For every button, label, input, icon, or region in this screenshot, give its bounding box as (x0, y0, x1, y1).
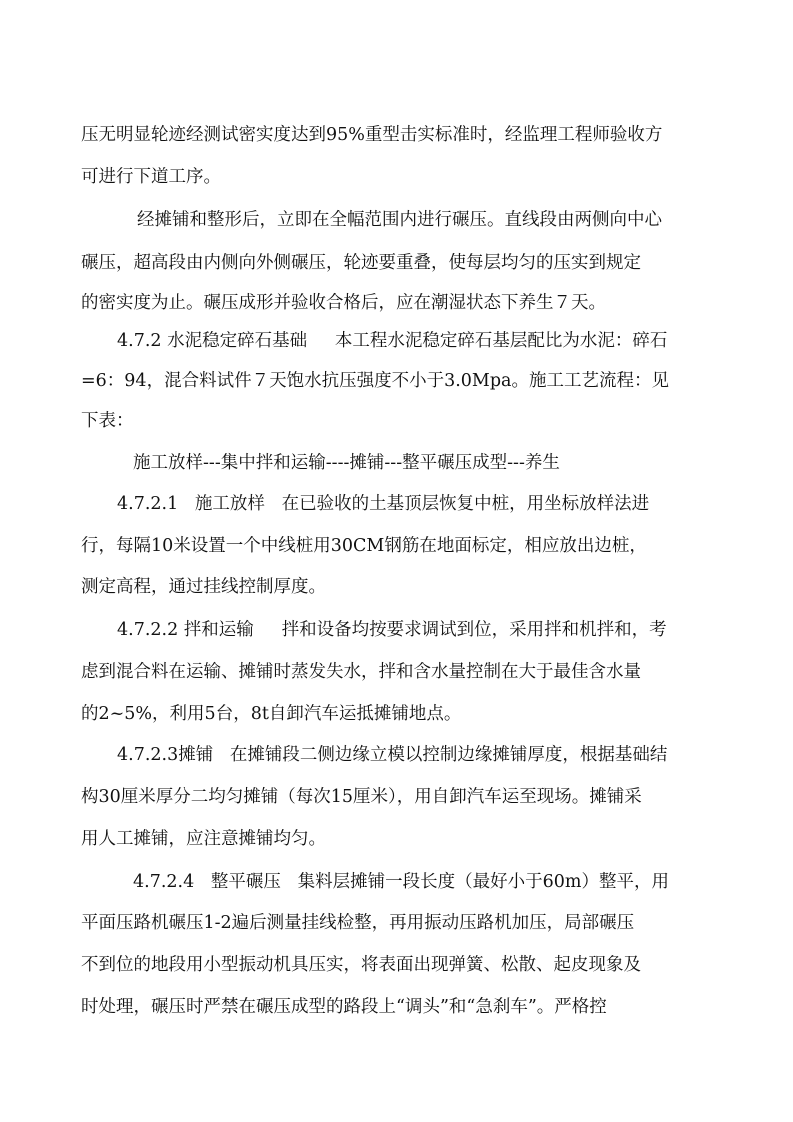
text-line-19: 4.7.2.4 整平碾压 集料层摊铺一段长度（最好小于60m）整平，用 (133, 872, 669, 892)
text-line-8: 下表： (81, 411, 134, 431)
text-line-7: =6：94，混合料试件７天饱水抗压强度不小于3.0Mpa。施工工艺流程：见 (81, 371, 669, 391)
text-line-6: 4.7.2 水泥稳定碎石基础 本工程水泥稳定碎石基层配比为水泥：碎石 (117, 331, 668, 351)
text-line-1: 压无明显轮迹经测试密实度达到95%重型击实标准时，经监理工程师验收方 (81, 125, 663, 145)
text-line-4: 碾压，超高段由内侧向外侧碾压，轮迹要重叠，使每层均匀的压实到规定 (81, 253, 641, 273)
text-line-3: 经摊铺和整形后，立即在全幅范围内进行碾压。直线段由两侧向中心 (137, 210, 662, 230)
text-line-10: 4.7.2.1 施工放样 在已验收的土基顶层恢复中桩，用坐标放样法进 (117, 494, 650, 514)
text-line-12: 测定高程，通过挂线控制厚度。 (81, 577, 326, 597)
text-line-13: 4.7.2.2 拌和运输 拌和设备均按要求调试到位，采用拌和机拌和，考 (117, 620, 667, 640)
text-line-22: 时处理，碾压时严禁在碾压成型的路段上“调头”和“急刹车”。严格控 (81, 997, 607, 1017)
text-line-9: 施工放样---集中拌和运输----摊铺---整平碾压成型---养生 (133, 453, 560, 473)
text-line-17: 构30厘米厚分二均匀摊铺（每次15厘米），用自卸汽车运至现场。摊铺采 (81, 787, 642, 807)
text-line-2: 可进行下道工序。 (81, 167, 221, 187)
text-line-16: 4.7.2.3摊铺 在摊铺段二侧边缘立模以控制边缘摊铺厚度，根据基础结 (117, 745, 668, 765)
text-line-20: 平面压路机碾压1-2遍后测量挂线检整，再用振动压路机加压，局部碾压 (81, 913, 635, 933)
text-line-5: 的密实度为止。碾压成形并验收合格后，应在潮湿状态下养生７天。 (81, 293, 606, 313)
text-line-18: 用人工摊铺，应注意摊铺均匀。 (81, 829, 326, 849)
text-line-15: 的2~5%，利用5台，8t自卸汽车运抵摊铺地点。 (81, 704, 462, 724)
text-line-11: 行，每隔10米设置一个中线桩用30CM钢筋在地面标定，相应放出边桩， (81, 536, 647, 556)
text-line-21: 不到位的地段用小型振动机具压实，将表面出现弹簧、松散、起皮现象及 (81, 955, 641, 975)
text-line-14: 虑到混合料在运输、摊铺时蒸发失水，拌和含水量控制在大于最佳含水量 (81, 662, 641, 682)
